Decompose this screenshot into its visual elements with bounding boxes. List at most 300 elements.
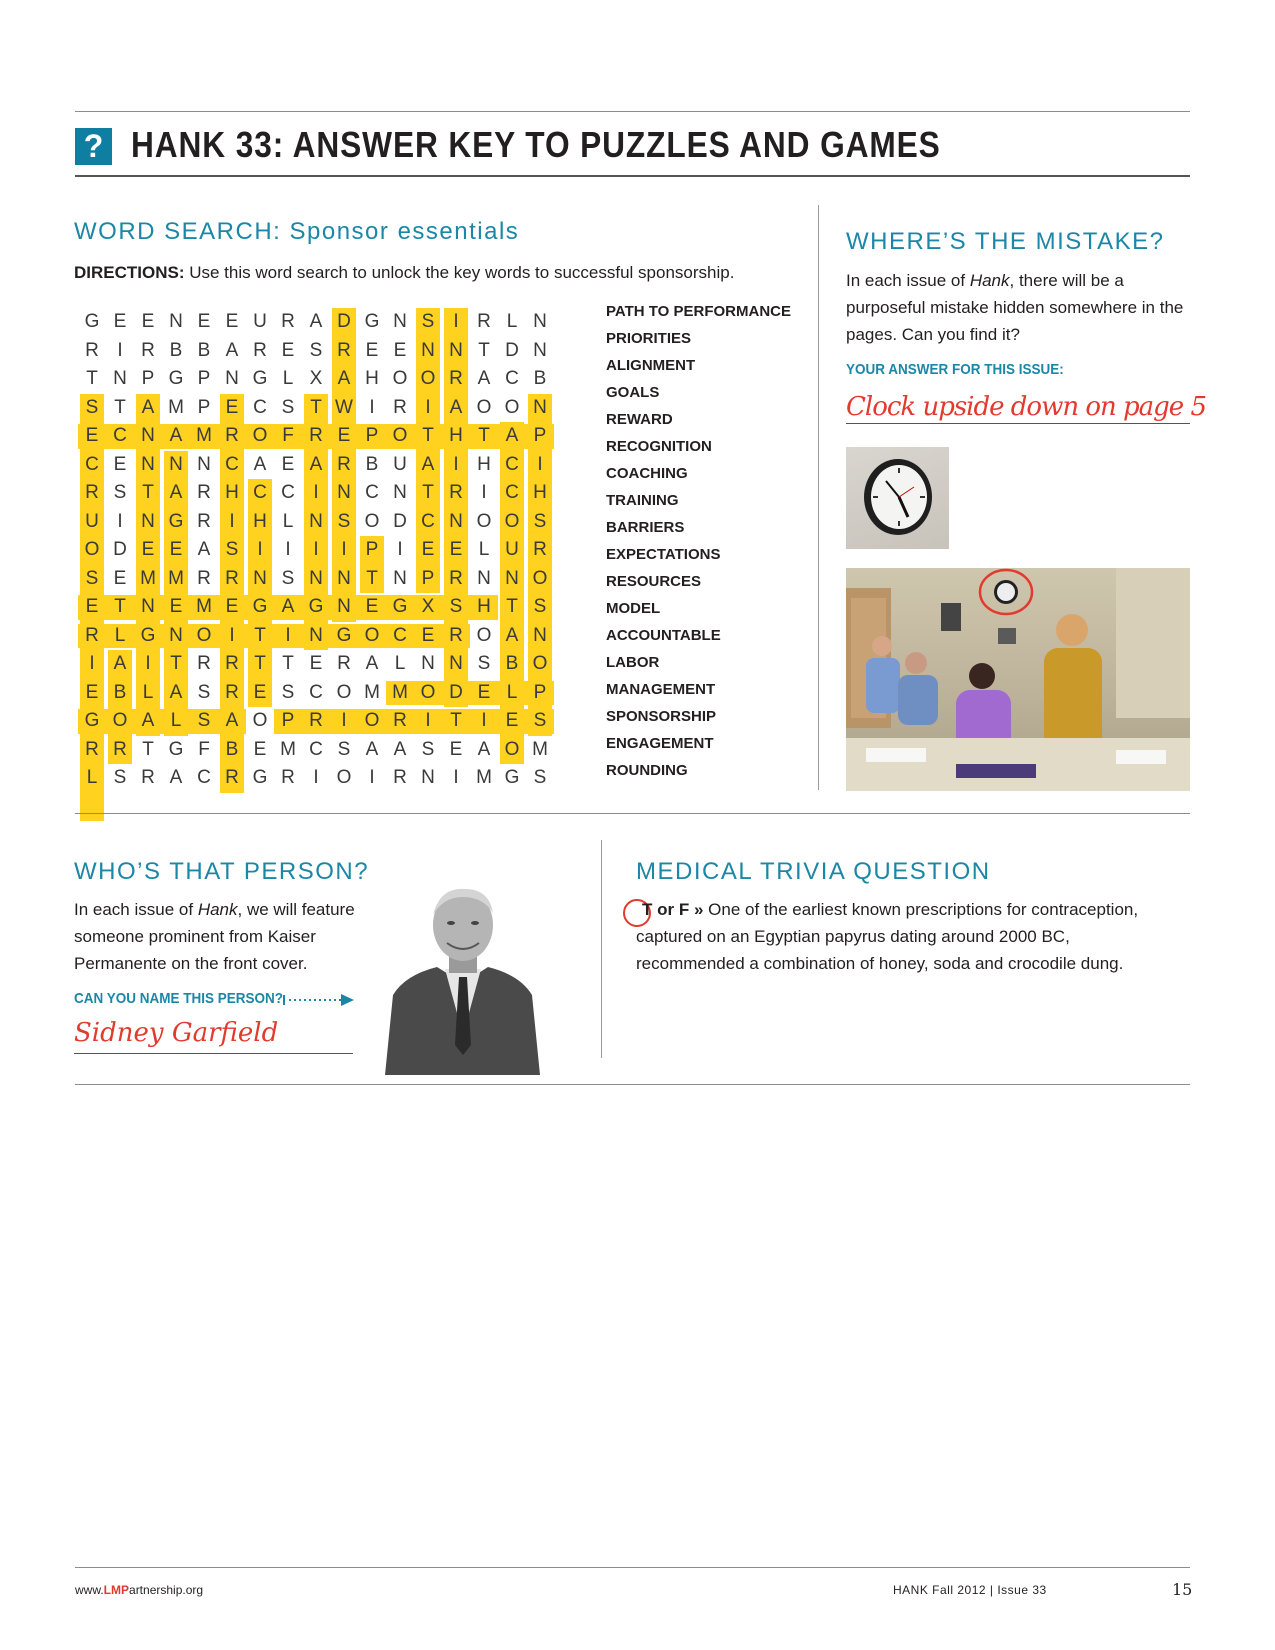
grid-letter: G (84, 710, 100, 732)
grid-letter: A (113, 653, 127, 675)
grid-letter: I (341, 710, 347, 732)
question-mark-icon: ? (75, 128, 112, 165)
grid-letter: O (252, 710, 268, 732)
grid-letter: R (477, 311, 491, 333)
grid-letter: N (449, 339, 463, 361)
grid-letter: E (113, 311, 127, 333)
grid-letter: R (309, 425, 323, 447)
grid-letter: G (168, 368, 184, 390)
grid-letter: T (114, 396, 126, 418)
grid-letter: B (169, 339, 183, 361)
grid-letter: I (229, 510, 235, 532)
grid-letter: E (113, 567, 127, 589)
grid-letter: E (253, 681, 267, 703)
word-list-item: ALIGNMENT (606, 357, 696, 374)
grid-letter: N (169, 624, 183, 646)
word-list-item: SPONSORSHIP (606, 708, 717, 725)
grid-letter: O (392, 425, 408, 447)
grid-letter: E (421, 624, 435, 646)
grid-letter: B (225, 738, 239, 760)
grid-letter: E (365, 596, 379, 618)
grid-letter: B (505, 653, 519, 675)
grid-letter: P (365, 425, 379, 447)
grid-letter: I (453, 453, 459, 475)
grid-letter: M (196, 596, 212, 618)
grid-letter: E (281, 339, 295, 361)
grid-letter: M (364, 681, 380, 703)
grid-letter: N (533, 396, 547, 418)
grid-letter: A (169, 767, 183, 789)
word-list-item: REWARD (606, 411, 673, 428)
grid-letter: A (309, 453, 323, 475)
grid-letter: R (449, 482, 463, 504)
grid-letter: A (477, 738, 491, 760)
grid-letter: T (422, 482, 434, 504)
grid-letter: T (282, 653, 294, 675)
grid-letter: O (196, 624, 212, 646)
grid-letter: A (337, 368, 351, 390)
grid-letter: I (481, 482, 487, 504)
top-rule (75, 111, 1190, 112)
grid-letter: R (85, 482, 99, 504)
grid-letter: H (477, 596, 491, 618)
grid-letter: I (313, 539, 319, 561)
grid-letter: M (532, 738, 548, 760)
grid-letter: S (533, 596, 547, 618)
word-list-item: BARRIERS (606, 519, 685, 536)
grid-letter: T (506, 596, 518, 618)
grid-letter: E (169, 596, 183, 618)
grid-letter: T (254, 653, 266, 675)
grid-letter: S (85, 567, 99, 589)
grid-letter: C (505, 453, 519, 475)
grid-letter: C (365, 482, 379, 504)
word-list-item: MODEL (606, 600, 661, 617)
grid-letter: A (505, 425, 519, 447)
grid-letter: A (225, 339, 239, 361)
header-rule (75, 175, 1190, 177)
grid-letter: A (225, 710, 239, 732)
grid-letter: O (532, 567, 548, 589)
grid-letter: I (89, 653, 95, 675)
grid-letter: A (141, 710, 155, 732)
grid-letter: L (478, 539, 490, 561)
grid-letter: C (505, 482, 519, 504)
footer-issue: HANK Fall 2012 | Issue 33 (893, 1583, 1047, 1597)
grid-letter: S (281, 567, 295, 589)
person-text-after: , we will feature someone prominent from Kaiser Permanente on the front cover. (74, 900, 355, 973)
grid-letter: T (422, 425, 434, 447)
grid-letter: G (364, 311, 380, 333)
grid-letter: E (505, 710, 519, 732)
person-text-italic: Hank (197, 900, 238, 919)
grid-letter: G (168, 738, 184, 760)
grid-letter: N (477, 567, 491, 589)
grid-letter: N (421, 653, 435, 675)
grid-letter: S (449, 596, 463, 618)
answer-underline (846, 423, 1190, 424)
grid-letter: E (309, 653, 323, 675)
grid-letter: T (478, 339, 490, 361)
person-text-before: In each issue of (74, 900, 198, 919)
grid-letter: G (308, 596, 324, 618)
grid-letter: G (140, 624, 156, 646)
grid-letter: N (533, 311, 547, 333)
grid-letter: O (112, 710, 128, 732)
word-search-directions (74, 259, 734, 286)
grid-letter: E (393, 339, 407, 361)
grid-letter: E (449, 539, 463, 561)
grid-letter: W (335, 396, 353, 418)
grid-letter: G (336, 624, 352, 646)
word-list-item: ACCOUNTABLE (606, 627, 721, 644)
grid-letter: N (197, 453, 211, 475)
grid-letter: F (198, 738, 210, 760)
grid-letter: N (505, 567, 519, 589)
grid-letter: S (421, 311, 435, 333)
grid-letter: A (309, 311, 323, 333)
grid-letter: E (253, 738, 267, 760)
mistake-answer: Clock upside down on page 5 (846, 392, 1206, 422)
grid-letter: E (421, 539, 435, 561)
grid-letter: I (229, 624, 235, 646)
grid-letter: L (86, 767, 98, 789)
grid-letter: N (169, 311, 183, 333)
grid-letter: N (141, 453, 155, 475)
person-portrait (385, 885, 540, 1075)
grid-letter: N (393, 311, 407, 333)
grid-letter: A (421, 453, 435, 475)
footer-url-brand: LMP (103, 1583, 130, 1597)
grid-letter: S (225, 539, 239, 561)
grid-letter: P (365, 539, 379, 561)
grid-letter: A (393, 738, 407, 760)
grid-letter: R (337, 453, 351, 475)
grid-letter: X (421, 596, 435, 618)
grid-letter: R (253, 339, 267, 361)
grid-letter: P (281, 710, 295, 732)
grid-letter: N (141, 596, 155, 618)
grid-letter: R (197, 653, 211, 675)
grid-letter: N (533, 624, 547, 646)
grid-letter: I (117, 339, 123, 361)
grid-letter: I (537, 453, 543, 475)
grid-letter: O (532, 653, 548, 675)
grid-letter: R (225, 681, 239, 703)
grid-letter: B (533, 368, 547, 390)
grid-letter: R (197, 510, 211, 532)
grid-letter: I (341, 539, 347, 561)
grid-letter: R (141, 767, 155, 789)
page-title: HANK 33: ANSWER KEY TO PUZZLES AND GAMES (131, 124, 941, 165)
grid-letter: A (169, 681, 183, 703)
grid-letter: I (313, 767, 319, 789)
grid-letter: L (142, 681, 154, 703)
grid-letter: R (225, 767, 239, 789)
grid-letter: N (141, 425, 155, 447)
grid-letter: N (225, 368, 239, 390)
grid-letter: N (449, 510, 463, 532)
grid-letter: N (337, 482, 351, 504)
grid-letter: M (140, 567, 156, 589)
grid-letter: B (113, 681, 127, 703)
grid-letter: I (481, 710, 487, 732)
grid-letter: E (85, 681, 99, 703)
grid-letter: O (364, 710, 380, 732)
word-list (606, 302, 791, 788)
grid-letter: T (366, 567, 378, 589)
grid-letter: R (393, 767, 407, 789)
grid-letter: S (533, 510, 547, 532)
grid-letter: R (113, 738, 127, 760)
grid-letter: M (168, 567, 184, 589)
grid-letter: C (505, 368, 519, 390)
mistake-text-after: , there will be a purposeful mistake hidden somewhere in the pages. Can you find it? (846, 271, 1184, 344)
grid-letter: L (282, 368, 294, 390)
grid-letter: U (253, 311, 267, 333)
grid-letter: D (505, 339, 519, 361)
grid-letter: T (254, 624, 266, 646)
grid-letter: E (365, 339, 379, 361)
grid-letter: A (141, 396, 155, 418)
grid-letter: S (281, 681, 295, 703)
word-list-item: TRAINING (606, 492, 679, 509)
grid-letter: C (197, 767, 211, 789)
directions-text: Use this word search to unlock the key words to successful sponsorship. (184, 263, 735, 282)
grid-letter: T (142, 482, 154, 504)
grid-letter: I (145, 653, 151, 675)
grid-letter: B (365, 453, 379, 475)
answer-label: YOUR ANSWER FOR THIS ISSUE: (846, 361, 1064, 378)
grid-letter: R (225, 567, 239, 589)
grid-letter: I (425, 396, 431, 418)
column-divider (818, 205, 819, 790)
grid-letter: G (252, 368, 268, 390)
grid-letter: S (197, 710, 211, 732)
grid-letter: A (197, 539, 211, 561)
word-list-item: LABOR (606, 654, 660, 671)
grid-letter: C (253, 396, 267, 418)
grid-letter: A (169, 425, 183, 447)
grid-letter: A (449, 396, 463, 418)
grid-letter: N (309, 567, 323, 589)
grid-letter: C (281, 482, 295, 504)
mistake-text-italic: Hank (969, 271, 1010, 290)
grid-letter: T (478, 425, 490, 447)
grid-letter: S (85, 396, 99, 418)
grid-letter: L (506, 311, 518, 333)
grid-letter: L (506, 681, 518, 703)
grid-letter: M (392, 681, 408, 703)
grid-letter: M (476, 767, 492, 789)
grid-letter: A (169, 482, 183, 504)
grid-letter: R (393, 396, 407, 418)
grid-letter: S (337, 510, 351, 532)
grid-letter: H (253, 510, 267, 532)
grid-letter: T (450, 710, 462, 732)
section-bottom-rule (75, 1084, 1190, 1085)
grid-letter: D (449, 681, 463, 703)
footer-rule (75, 1567, 1190, 1568)
dotted-arrow-icon (283, 992, 355, 1008)
grid-letter: R (449, 567, 463, 589)
mistake-text-before: In each issue of (846, 271, 970, 290)
word-list-item: PRIORITIES (606, 330, 692, 347)
grid-letter: I (453, 311, 459, 333)
grid-letter: I (285, 539, 291, 561)
grid-letter: S (533, 767, 547, 789)
grid-letter: A (505, 624, 519, 646)
grid-letter: X (309, 368, 323, 390)
grid-letter: C (85, 453, 99, 475)
trivia-t-option: T (642, 900, 653, 919)
grid-letter: H (449, 425, 463, 447)
bottom-column-divider (601, 840, 602, 1058)
grid-letter: N (449, 653, 463, 675)
grid-letter: E (477, 681, 491, 703)
grid-letter: O (504, 510, 520, 532)
middle-rule (75, 813, 1190, 814)
grid-letter: E (449, 738, 463, 760)
grid-letter: M (196, 425, 212, 447)
grid-letter: R (197, 567, 211, 589)
grid-letter: I (397, 539, 403, 561)
grid-letter: E (225, 396, 239, 418)
grid-letter: C (393, 624, 407, 646)
grid-letter: O (504, 738, 520, 760)
word-list-item: ENGAGEMENT (606, 735, 714, 752)
grid-letter: C (225, 453, 239, 475)
grid-letter: S (337, 738, 351, 760)
grid-letter: S (309, 339, 323, 361)
grid-letter: E (85, 596, 99, 618)
grid-letter: G (168, 510, 184, 532)
grid-letter: H (365, 368, 379, 390)
grid-letter: N (309, 510, 323, 532)
grid-letter: R (225, 653, 239, 675)
grid-letter: R (533, 539, 547, 561)
word-list-item: EXPECTATIONS (606, 546, 721, 563)
grid-letter: C (113, 425, 127, 447)
grid-letter: I (313, 482, 319, 504)
grid-letter: L (170, 710, 182, 732)
grid-letter: G (392, 596, 408, 618)
person-title: WHO’S THAT PERSON? (74, 858, 370, 885)
grid-letter: E (225, 596, 239, 618)
footer-url-prefix: www. (75, 1583, 104, 1597)
grid-letter: F (282, 425, 294, 447)
meeting-photo (846, 568, 1190, 791)
person-text (74, 896, 374, 977)
grid-letter: O (364, 510, 380, 532)
grid-letter: P (141, 368, 155, 390)
grid-letter: I (369, 767, 375, 789)
person-question-label: CAN YOU NAME THIS PERSON? (74, 990, 284, 1007)
mistake-title: WHERE’S THE MISTAKE? (846, 228, 1165, 255)
grid-letter: R (393, 710, 407, 732)
grid-letter: C (253, 482, 267, 504)
word-list-item: ROUNDING (606, 762, 688, 779)
grid-letter: T (142, 738, 154, 760)
grid-letter: O (252, 425, 268, 447)
grid-letter: N (421, 767, 435, 789)
grid-letter: S (113, 767, 127, 789)
grid-letter: G (84, 311, 100, 333)
word-list-item: RESOURCES (606, 573, 702, 590)
grid-letter: R (225, 425, 239, 447)
grid-letter: I (117, 510, 123, 532)
clock-icon (846, 447, 949, 549)
grid-letter: R (449, 368, 463, 390)
grid-letter: O (420, 681, 436, 703)
grid-letter: D (113, 539, 127, 561)
grid-letter: I (369, 396, 375, 418)
grid-letter: R (337, 653, 351, 675)
grid-letter: T (310, 396, 322, 418)
word-list-item: GOALS (606, 384, 660, 401)
grid-letter: S (533, 710, 547, 732)
grid-letter: H (225, 482, 239, 504)
grid-letter: N (169, 453, 183, 475)
grid-letter: O (504, 396, 520, 418)
grid-letter: T (114, 596, 126, 618)
word-list-item: COACHING (606, 465, 688, 482)
grid-letter: N (141, 510, 155, 532)
trivia-arrow: » (689, 900, 709, 919)
word-list-item: MANAGEMENT (606, 681, 716, 698)
grid-letter: I (453, 767, 459, 789)
meeting-illustration (846, 568, 1190, 791)
grid-letter: A (253, 453, 267, 475)
grid-letter: E (169, 539, 183, 561)
grid-letter: O (476, 624, 492, 646)
grid-letter: C (309, 681, 323, 703)
grid-letter: E (337, 425, 351, 447)
trivia-title: MEDICAL TRIVIA QUESTION (636, 858, 991, 885)
grid-letter: U (505, 539, 519, 561)
grid-letter: S (113, 482, 127, 504)
grid-letter: O (336, 681, 352, 703)
grid-letter: N (113, 368, 127, 390)
grid-letter: S (477, 653, 491, 675)
word-list-item: RECOGNITION (606, 438, 712, 455)
grid-letter: O (476, 510, 492, 532)
footer-url-suffix: artnership.org (129, 1583, 204, 1597)
grid-letter: D (393, 510, 407, 532)
mistake-text (846, 267, 1191, 348)
grid-letter: R (281, 767, 295, 789)
grid-letter: N (309, 624, 323, 646)
page-number: 15 (1172, 1580, 1193, 1599)
grid-letter: I (425, 710, 431, 732)
grid-letter: G (504, 767, 520, 789)
grid-letter: E (141, 539, 155, 561)
grid-letter: I (257, 539, 263, 561)
grid-letter: N (253, 567, 267, 589)
grid-letter: T (86, 368, 98, 390)
person-answer: Sidney Garfield (74, 1018, 279, 1048)
grid-letter: E (85, 425, 99, 447)
grid-letter: R (197, 482, 211, 504)
footer-url[interactable] (75, 1583, 203, 1597)
grid-letter: E (197, 311, 211, 333)
grid-letter: M (280, 738, 296, 760)
grid-letter: D (337, 311, 351, 333)
grid-letter: O (420, 368, 436, 390)
grid-letter: S (281, 396, 295, 418)
grid-letter: P (421, 567, 435, 589)
grid-letter: R (449, 624, 463, 646)
